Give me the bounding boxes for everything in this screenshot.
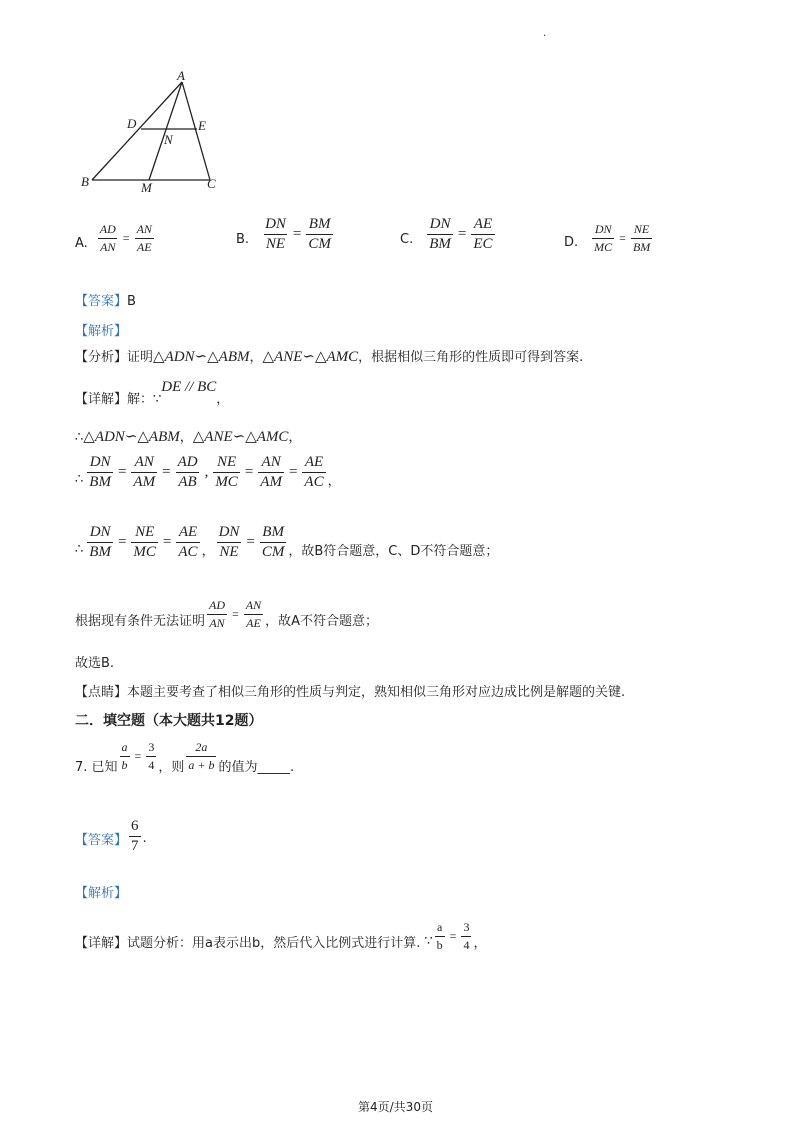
analysis-tag-2: 【解析】 bbox=[75, 886, 128, 901]
answer-tag: 【答案】 bbox=[75, 294, 128, 309]
analysis-tag-1: 【解析】 bbox=[75, 324, 128, 339]
answer-line-1 bbox=[75, 290, 136, 309]
label-m: M bbox=[141, 180, 152, 195]
therefore-line-2: ∴ $\frac{DN}{BM}$ = $\frac{AN}{AM}$ = $\frac{AD}{AB}$ , $\frac{NE}{MC}$ = $\frac{AN}{AM}$ = $\frac{AE}{AC}$ ， bbox=[75, 454, 341, 490]
detail-line-2: 【详解】 试题分析：用a表示出b，然后代入比例式进行计算. ∵ $\frac{a}{b}$ = $\frac{3}{4}$ ， bbox=[75, 920, 487, 952]
dianjing-line: 【点睛】本题主要考查了相似三角形的性质与判定，熟知相似三角形对应边成比例是解题的关键. bbox=[75, 685, 626, 700]
section-title: 二．填空题（本大题共12题） bbox=[75, 713, 263, 729]
option-d: D. $\frac{DN}{MC}$ = $\frac{NE}{BM}$ bbox=[564, 222, 651, 254]
option-c: C. $\frac{DN}{BM}$ = $\frac{AE}{EC}$ bbox=[400, 216, 493, 252]
segment-am bbox=[149, 82, 182, 180]
answer-value: B bbox=[127, 294, 136, 309]
cannot-prove-line: 根据现有条件无法证明 $\frac{AD}{AN}$ = $\frac{AN}{AE}$ ，故A不符合题意； bbox=[75, 598, 379, 630]
therefore-line-3: ∴ $\frac{DN}{BM}$ = $\frac{NE}{MC}$ = $\frac{AE}{AC}$ ， $\frac{DN}{NE}$ = $\frac{BM}{CM}$ ，故B符合题意，C、D不符合题意； bbox=[75, 524, 499, 560]
corner-mark: . bbox=[543, 28, 547, 39]
label-b: B bbox=[81, 174, 89, 189]
triangle-figure bbox=[75, 70, 235, 200]
label-e: E bbox=[198, 118, 206, 133]
label-n: N bbox=[164, 132, 173, 147]
label-c: C bbox=[207, 176, 216, 191]
therefore-line-1: ∴△ADN∽△ABM，△ANE∽△AMC， bbox=[75, 429, 302, 445]
fenxi-line: 【分析】证明△ADN∽△ABM，△ANE∽△AMC，根据相似三角形的性质即可得到答案. bbox=[75, 349, 584, 365]
choose-line: 故选B. bbox=[75, 656, 115, 671]
option-b: B. $\frac{DN}{NE}$ = $\frac{BM}{CM}$ bbox=[236, 216, 331, 252]
side-ab bbox=[92, 82, 182, 180]
option-a: A. $\frac{AD}{AN}$ = $\frac{AN}{AE}$ bbox=[75, 222, 152, 254]
label-a: A bbox=[177, 70, 185, 83]
answer-line-2: 【答案】 $\frac{6}{7}$ . bbox=[75, 818, 147, 854]
question-7: 7. 已知 $\frac{a}{b}$ = $\frac{3}{4}$ ，则 $\frac{2a}{a + b}$ 的值为_____. bbox=[75, 740, 295, 775]
label-d: D bbox=[127, 116, 137, 131]
detail-line-1: 【详解】解：∵DE // BC， bbox=[75, 379, 230, 407]
page-footer: 第4页/共30页 bbox=[358, 1100, 433, 1114]
